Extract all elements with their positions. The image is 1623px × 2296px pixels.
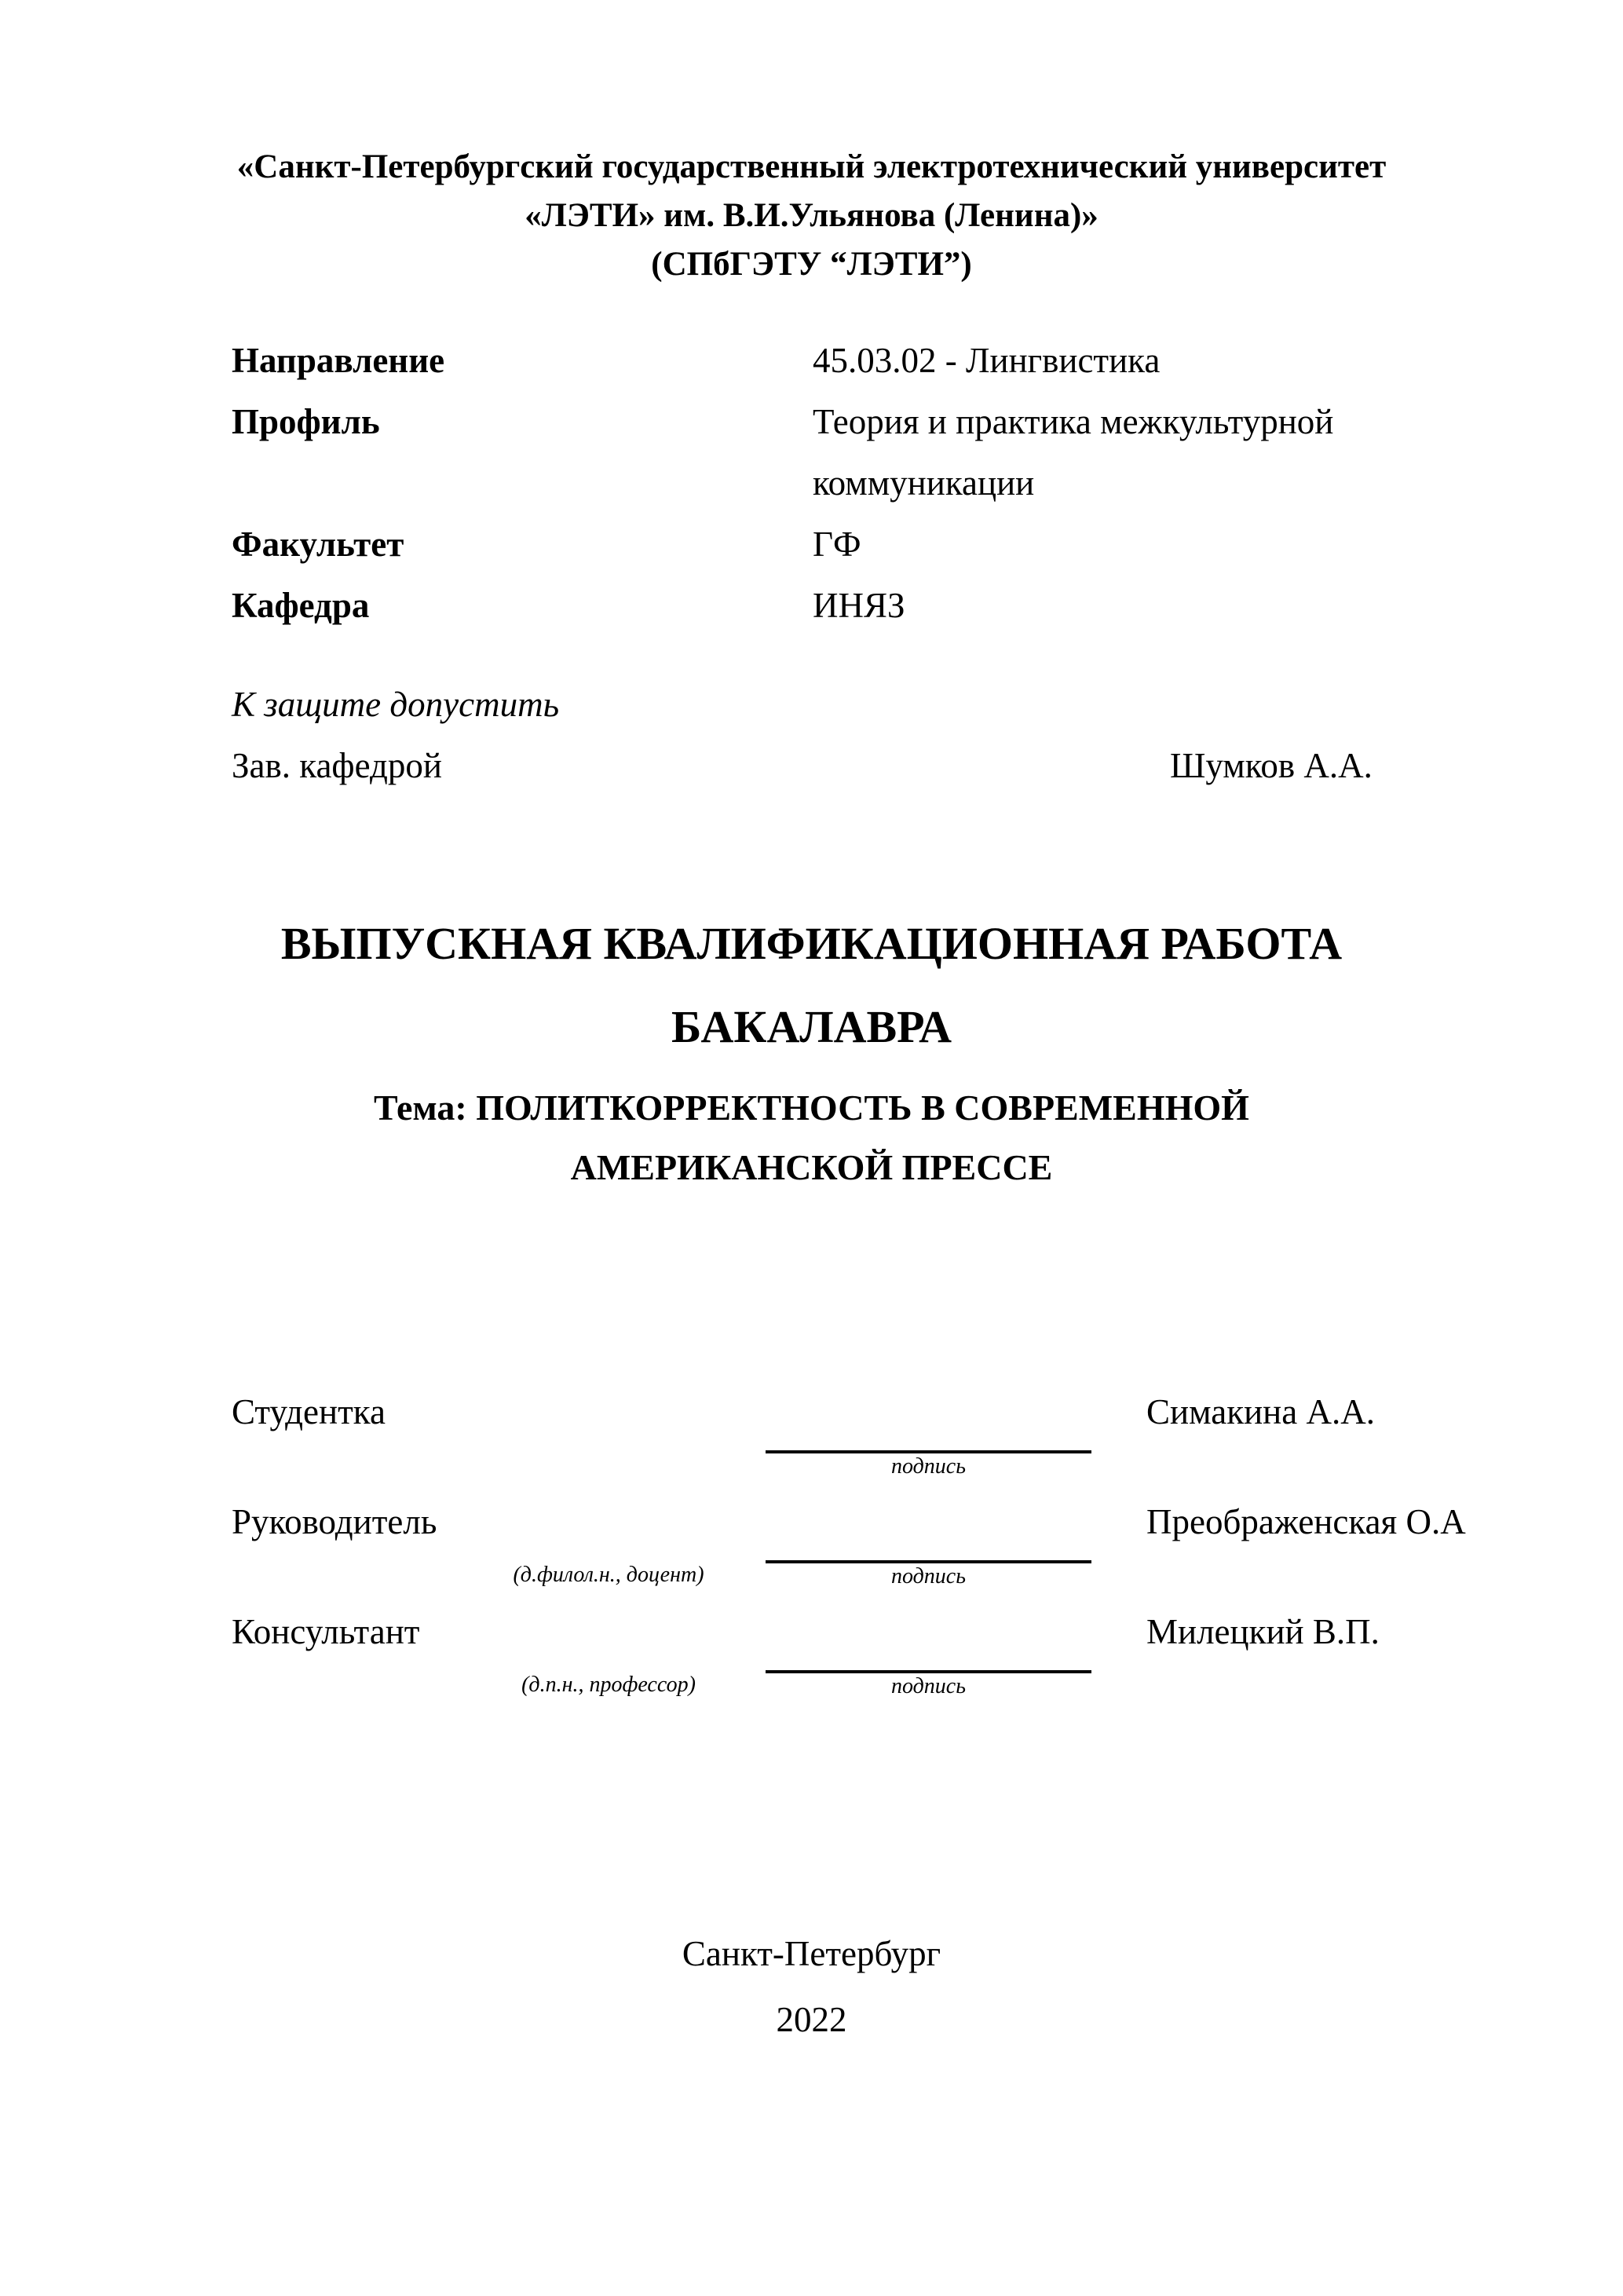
footer-year: 2022 <box>776 2000 847 2039</box>
signature-caption: подпись <box>891 1674 966 1698</box>
program-fields <box>232 330 1409 636</box>
field-value-faculty: ГФ <box>813 525 861 564</box>
university-name-line2: «ЛЭТИ» им. В.И.Ульянова (Ленина)» <box>525 197 1098 234</box>
department-head-row <box>232 735 1425 796</box>
signature-line <box>766 1635 1091 1673</box>
footer-city: Санкт-Петербург <box>682 1934 941 1973</box>
department-head-label: Зав. кафедрой <box>232 746 442 785</box>
field-label-department: Кафедра <box>232 586 370 625</box>
signature-qualification-supervisor: (д.филол.н., доцент) <box>513 1563 704 1587</box>
field-value-department: ИНЯЗ <box>813 586 905 625</box>
university-header <box>0 143 1623 289</box>
field-value-profile: Теория и практика межкультурной коммуникации <box>813 402 1334 503</box>
signature-name-supervisor: Преображенская О.А <box>1146 1502 1466 1541</box>
signature-row-supervisor <box>232 1501 1466 1611</box>
signature-qualification-consultant: (д.п.н., профессор) <box>521 1673 696 1697</box>
signature-caption: подпись <box>891 1454 966 1479</box>
admission-block <box>232 674 1425 796</box>
field-label-profile: Профиль <box>232 402 380 441</box>
university-abbreviation: (СПбГЭТУ “ЛЭТИ”) <box>651 246 972 283</box>
signature-role-consultant: Консультант <box>232 1612 420 1651</box>
field-row-direction <box>232 330 1409 391</box>
signature-row-student <box>232 1391 1433 1501</box>
signature-row-consultant <box>232 1611 1433 1721</box>
thesis-title-line2: БАКАЛАВРА <box>671 1001 952 1052</box>
signature-caption: подпись <box>891 1564 966 1589</box>
thesis-title-line1: ВЫПУСКНАЯ КВАЛИФИКАЦИОННАЯ РАБОТА <box>280 918 1343 969</box>
admission-note: К защите допустить <box>232 685 560 724</box>
university-name-line1: «Санкт-Петербургский государственный электротехнический университет <box>236 148 1387 185</box>
signature-line <box>766 1525 1091 1563</box>
signature-name-consultant: Милецкий В.П. <box>1146 1612 1380 1651</box>
signature-line <box>766 1415 1091 1453</box>
field-row-department <box>232 575 1409 636</box>
field-value-direction: 45.03.02 - Лингвистика <box>813 341 1161 380</box>
field-label-direction: Направление <box>232 341 445 380</box>
signature-role-student: Студентка <box>232 1392 386 1431</box>
field-label-faculty: Факультет <box>232 525 404 564</box>
thesis-theme-line2: АМЕРИКАНСКОЙ ПРЕССЕ <box>570 1147 1053 1187</box>
field-row-faculty <box>232 514 1409 575</box>
thesis-theme-line1: Тема: ПОЛИТКОРРЕКТНОСТЬ В СОВРЕМЕННОЙ <box>374 1088 1249 1128</box>
footer <box>0 1921 1623 2053</box>
department-head-name: Шумков А.А. <box>1170 746 1373 785</box>
signature-name-student: Симакина А.А. <box>1146 1392 1375 1431</box>
signature-role-supervisor: Руководитель <box>232 1502 437 1541</box>
field-row-profile <box>232 391 1409 514</box>
